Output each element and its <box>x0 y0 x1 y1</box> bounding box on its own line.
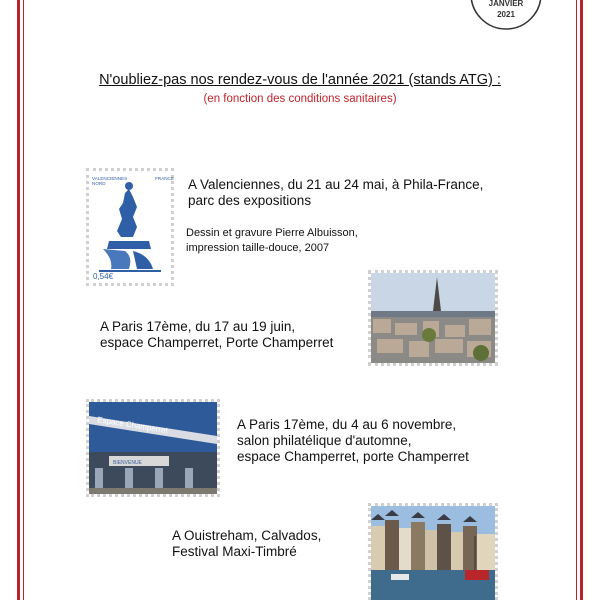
event-valenciennes-line2: parc des expositions <box>188 193 312 208</box>
event-valenciennes-credit2: impression taille-douce, 2007 <box>186 242 330 254</box>
harbor-photo <box>371 506 495 600</box>
stamp-valenciennes-value: 0,54€ <box>93 272 114 281</box>
postmark-year: 2021 <box>497 10 515 19</box>
right-border-inner <box>576 0 577 600</box>
champerret-photo <box>89 402 217 494</box>
event-paris-june-line2: espace Champerret, Porte Champerret <box>100 335 334 350</box>
event-valenciennes-line1: A Valenciennes, du 21 au 24 mai, à Phila-France, <box>188 177 484 192</box>
left-border-inner <box>23 0 24 600</box>
stamp-valenciennes-art <box>89 171 174 283</box>
stamp-valenciennes-region: NORD <box>92 181 106 186</box>
stamp-valenciennes <box>86 168 174 286</box>
event-paris-nov-line3: espace Champerret, porte Champerret <box>237 449 469 464</box>
page-subtitle: (en fonction des conditions sanitaires) <box>203 93 397 105</box>
champerret-welcome: BIENVENUE <box>113 460 142 466</box>
right-border <box>580 0 583 600</box>
paris-skyline-photo <box>371 273 495 363</box>
stamp-valenciennes-city: VALENCIENNES <box>92 176 128 181</box>
stamp-harbor <box>368 503 498 600</box>
event-paris-june-line1: A Paris 17ème, du 17 au 19 juin, <box>100 319 296 334</box>
left-border <box>17 0 20 600</box>
event-valenciennes-credit1: Dessin et gravure Pierre Albuisson, <box>186 227 358 239</box>
postmark-month: JANVIER <box>488 0 524 8</box>
champerret-sign: Espace Champerret <box>96 415 169 436</box>
event-paris-nov-line2: salon philatélique d'automne, <box>237 433 412 448</box>
stamp-espace-champerret <box>86 399 220 497</box>
page-title: N'oubliez-pas nos rendez-vous de l'année 2021 (stands ATG) : <box>99 72 501 88</box>
stamp-paris-skyline <box>368 270 498 366</box>
event-paris-nov-line1: A Paris 17ème, du 4 au 6 novembre, <box>237 417 457 432</box>
stamp-valenciennes-country: FRANCE <box>155 176 174 181</box>
event-ouistreham-line2: Festival Maxi-Timbré <box>172 544 297 559</box>
event-ouistreham-line1: A Ouistreham, Calvados, <box>172 528 322 543</box>
postmark-seal <box>467 0 545 30</box>
